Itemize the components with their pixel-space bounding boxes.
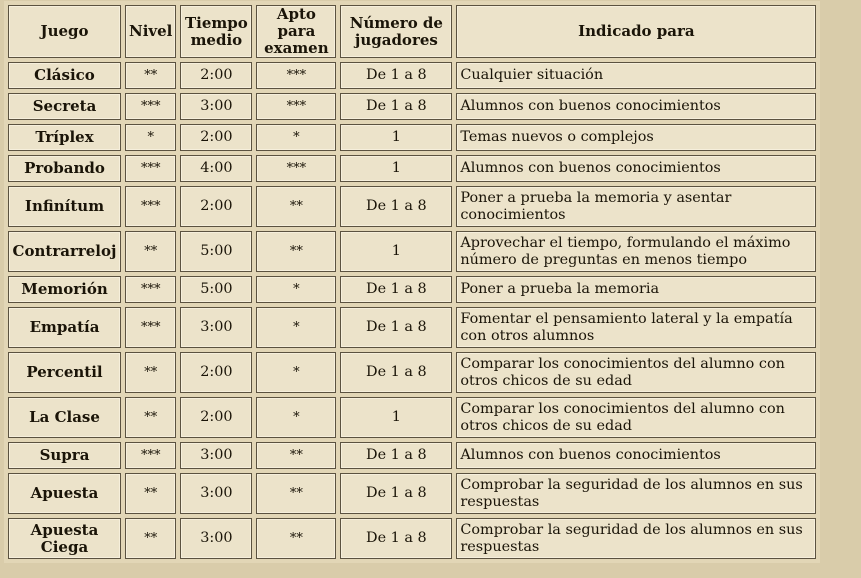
- apto-cell: ***: [256, 62, 336, 89]
- game-name-cell: Contrarreloj: [8, 231, 121, 272]
- numero-cell: De 1 a 8: [340, 93, 452, 120]
- apto-cell: **: [256, 518, 336, 559]
- apto-cell: *: [256, 352, 336, 393]
- game-name-cell: Clásico: [8, 62, 121, 89]
- indicado-cell: Comparar los conocimientos del alumno con otros chicos de su edad: [456, 397, 816, 438]
- numero-cell: De 1 a 8: [340, 442, 452, 469]
- table-row: [8, 352, 816, 393]
- table-row: [8, 124, 816, 151]
- indicado-cell: Fomentar el pensamiento lateral y la empatía con otros alumnos: [456, 307, 816, 348]
- header-row: [8, 5, 816, 58]
- tiempo-cell: 2:00: [180, 186, 252, 227]
- table-row: [8, 397, 816, 438]
- tiempo-cell: 4:00: [180, 155, 252, 182]
- indicado-cell: Poner a prueba la memoria y asentar conocimientos: [456, 186, 816, 227]
- game-name-cell: Percentil: [8, 352, 121, 393]
- game-name-cell: Apuesta Ciega: [8, 518, 121, 559]
- indicado-cell: Alumnos con buenos conocimientos: [456, 442, 816, 469]
- numero-cell: 1: [340, 231, 452, 272]
- tiempo-cell: 3:00: [180, 307, 252, 348]
- game-name-cell: Tríplex: [8, 124, 121, 151]
- table-row: [8, 473, 816, 514]
- numero-cell: De 1 a 8: [340, 307, 452, 348]
- numero-cell: De 1 a 8: [340, 186, 452, 227]
- nivel-cell: **: [125, 473, 176, 514]
- table-row: [8, 62, 816, 89]
- game-name-cell: Empatía: [8, 307, 121, 348]
- numero-cell: 1: [340, 397, 452, 438]
- header-apto: Apto para examen: [256, 5, 336, 58]
- table-row: [8, 155, 816, 182]
- table-row: [8, 518, 816, 559]
- apto-cell: *: [256, 276, 336, 303]
- game-name-cell: Apuesta: [8, 473, 121, 514]
- tiempo-cell: 5:00: [180, 276, 252, 303]
- games-table: [4, 1, 820, 563]
- numero-cell: De 1 a 8: [340, 473, 452, 514]
- tiempo-cell: 2:00: [180, 352, 252, 393]
- table-row: [8, 231, 816, 272]
- game-name-cell: Memorión: [8, 276, 121, 303]
- apto-cell: **: [256, 231, 336, 272]
- nivel-cell: **: [125, 231, 176, 272]
- numero-cell: De 1 a 8: [340, 62, 452, 89]
- header-indicado: Indicado para: [456, 5, 816, 58]
- indicado-cell: Comprobar la seguridad de los alumnos en sus respuestas: [456, 473, 816, 514]
- indicado-cell: Alumnos con buenos conocimientos: [456, 155, 816, 182]
- game-name-cell: La Clase: [8, 397, 121, 438]
- numero-cell: 1: [340, 124, 452, 151]
- tiempo-cell: 3:00: [180, 473, 252, 514]
- table-row: [8, 442, 816, 469]
- nivel-cell: ***: [125, 307, 176, 348]
- apto-cell: *: [256, 397, 336, 438]
- tiempo-cell: 2:00: [180, 62, 252, 89]
- nivel-cell: **: [125, 62, 176, 89]
- tiempo-cell: 3:00: [180, 93, 252, 120]
- game-name-cell: Infinítum: [8, 186, 121, 227]
- nivel-cell: ***: [125, 93, 176, 120]
- nivel-cell: **: [125, 518, 176, 559]
- indicado-cell: Poner a prueba la memoria: [456, 276, 816, 303]
- nivel-cell: ***: [125, 276, 176, 303]
- apto-cell: ***: [256, 93, 336, 120]
- indicado-cell: Comprobar la seguridad de los alumnos en sus respuestas: [456, 518, 816, 559]
- header-tiempo: Tiempo medio: [180, 5, 252, 58]
- nivel-cell: ***: [125, 442, 176, 469]
- nivel-cell: **: [125, 352, 176, 393]
- game-name-cell: Supra: [8, 442, 121, 469]
- numero-cell: 1: [340, 155, 452, 182]
- tiempo-cell: 2:00: [180, 397, 252, 438]
- table-row: [8, 186, 816, 227]
- apto-cell: **: [256, 442, 336, 469]
- tiempo-cell: 2:00: [180, 124, 252, 151]
- nivel-cell: ***: [125, 186, 176, 227]
- indicado-cell: Aprovechar el tiempo, formulando el máximo número de preguntas en menos tiempo: [456, 231, 816, 272]
- tiempo-cell: 5:00: [180, 231, 252, 272]
- numero-cell: De 1 a 8: [340, 518, 452, 559]
- tiempo-cell: 3:00: [180, 442, 252, 469]
- nivel-cell: *: [125, 124, 176, 151]
- header-juego: Juego: [8, 5, 121, 58]
- nivel-cell: ***: [125, 155, 176, 182]
- indicado-cell: Cualquier situación: [456, 62, 816, 89]
- table-row: [8, 276, 816, 303]
- apto-cell: **: [256, 473, 336, 514]
- apto-cell: ***: [256, 155, 336, 182]
- table-row: [8, 307, 816, 348]
- table-row: [8, 93, 816, 120]
- indicado-cell: Alumnos con buenos conocimientos: [456, 93, 816, 120]
- game-name-cell: Secreta: [8, 93, 121, 120]
- game-name-cell: Probando: [8, 155, 121, 182]
- apto-cell: *: [256, 307, 336, 348]
- numero-cell: De 1 a 8: [340, 276, 452, 303]
- apto-cell: *: [256, 124, 336, 151]
- header-numero: Número de jugadores: [340, 5, 452, 58]
- header-nivel: Nivel: [125, 5, 176, 58]
- numero-cell: De 1 a 8: [340, 352, 452, 393]
- nivel-cell: **: [125, 397, 176, 438]
- tiempo-cell: 3:00: [180, 518, 252, 559]
- indicado-cell: Temas nuevos o complejos: [456, 124, 816, 151]
- apto-cell: **: [256, 186, 336, 227]
- indicado-cell: Comparar los conocimientos del alumno con otros chicos de su edad: [456, 352, 816, 393]
- table-body: [8, 62, 816, 559]
